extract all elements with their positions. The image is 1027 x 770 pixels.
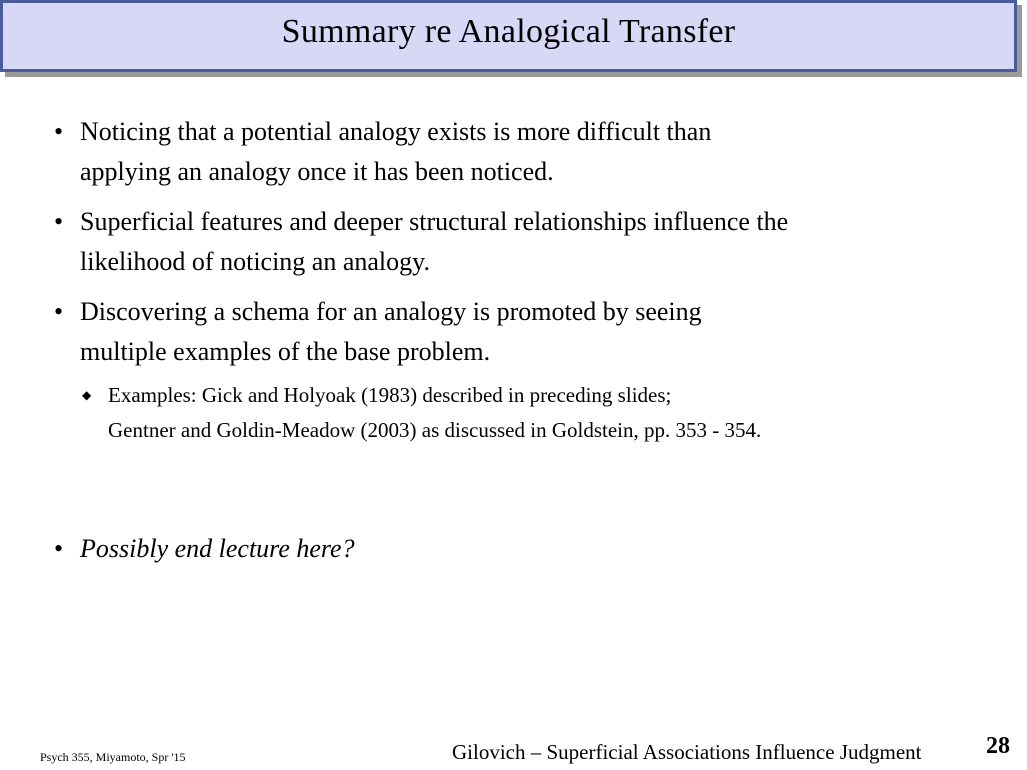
slide-title-box — [0, 0, 1017, 72]
bullet-item — [50, 202, 970, 282]
bullet-marker: • — [54, 117, 64, 146]
bullet-item — [50, 112, 970, 192]
footer-next-topic: Gilovich – Superficial Associations Influence Judgment — [452, 740, 922, 764]
diamond-bullet-icon: ◆ — [82, 388, 92, 402]
bullet-marker: • — [54, 534, 64, 563]
bullet-marker: • — [54, 207, 64, 236]
slide-title: Summary re Analogical Transfer — [281, 13, 736, 50]
bullet-item — [50, 292, 970, 372]
sub-bullet-text: Examples: Gick and Holyoak (1983) described in preceding slides; Gentner and Goldin-Meadow (2003) as discussed in Goldstein, pp. 353 - 354. — [108, 383, 762, 442]
slide-page-number: 28 — [986, 733, 1010, 759]
bullet-text: Superficial features and deeper structural relationships influence the likelihood of noticing an analogy. — [80, 207, 789, 276]
bullet-text: Noticing that a potential analogy exists is more difficult than applying an analogy once it has been noticed. — [80, 117, 712, 186]
bullet-text: Discovering a schema for an analogy is promoted by seeing multiple examples of the base problem. — [80, 297, 702, 366]
final-bullet-text: Possibly end lecture here? — [80, 534, 355, 563]
sub-bullet-item — [80, 378, 970, 448]
slide-content — [50, 112, 970, 448]
footer-course-label: Psych 355, Miyamoto, Spr '15 — [40, 750, 186, 764]
bullet-marker: • — [54, 297, 64, 326]
final-bullet-item — [50, 529, 355, 569]
